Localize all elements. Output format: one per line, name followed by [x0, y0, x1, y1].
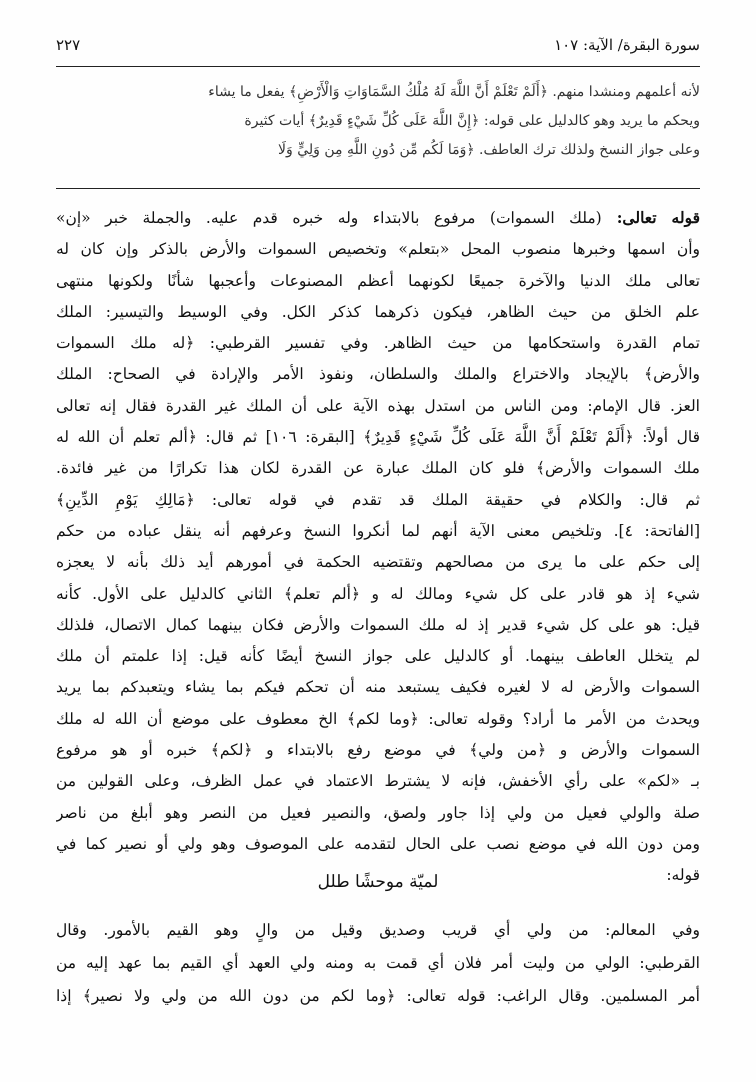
- body-line: [56, 359, 700, 390]
- quran-text-block: [56, 78, 700, 165]
- body-line-text: صلة والولي فعيل من ولي إذا جاور ولصق، والنصير فعيل من النصر وهو أبلغ من ناصر: [56, 803, 700, 822]
- page-number: ٢٢٧: [56, 36, 81, 54]
- body-line: [56, 328, 700, 359]
- body-line: [56, 672, 700, 703]
- header-divider: [56, 66, 700, 67]
- body-line-text: إلى حكم على ما يرى من مصالحهم وتقتضيه الحكمة في أمورهم أيد ذلك بأنه لا يعجزه: [56, 553, 700, 572]
- body-line-text: السموات والأرض له لا لغيره فكيف يستبعد منه أن تحكم فيكم بما يشاء ويتعبدكم بما يريد: [56, 678, 700, 697]
- body-line: [56, 829, 700, 860]
- poetry-verse: لميّة موحشًا طلل: [317, 872, 439, 892]
- body-line-text: علم الخلق من حيث الظاهر، فيكون ذكرهما كذكر الكل. وفي الوسيط والتيسير: الملك: [56, 302, 700, 321]
- body-line: [56, 735, 700, 766]
- body-line: [56, 641, 700, 672]
- body-line-text: قيل: هو على كل شيء قدير إذ له ملك السموات والأرض فكان بينهما كمال الاتصال، فلذلك: [56, 615, 700, 634]
- gloss-lead: قوله تعالى:: [601, 208, 700, 227]
- body-line: [56, 391, 700, 422]
- body-line: [56, 202, 700, 234]
- body-line: [56, 516, 700, 547]
- body-line: [56, 234, 700, 265]
- surah-reference: سورة البقرة/ الآية: ١٠٧: [554, 36, 700, 54]
- ayah-line: لأنه أعلمهم ومنشدا منهم. ﴿أَلَمْ تَعْلَمْ أَنَّ اللَّهَ لَهُ مُلْكُ السَّمَاوَاتِ وَالْأَرْضِ﴾ يفعل ما يشاء: [208, 84, 700, 100]
- body-line: [56, 547, 700, 578]
- body-line-text: ومن دون الله في موضع نصب على الحال لتقدمه على الموصوف وهو ولي أو نصير كما في: [56, 834, 700, 853]
- body-line: [56, 485, 700, 516]
- body-line: [56, 266, 700, 297]
- body-line: [56, 422, 700, 453]
- body-line-text: قوله:: [666, 866, 700, 885]
- page-header: [56, 36, 700, 54]
- body-line: [56, 297, 700, 328]
- body-line-text: السموات والأرض و ﴿من ولي﴾ في موضع رفع بالابتداء و ﴿لكم﴾ خبره أو هو مرفوع: [56, 741, 700, 760]
- body-line: أمر المسلمين. وقال الراغب: قوله تعالى: ﴿وما لكم من دون الله من ولي ولا نصير﴾ إذا: [56, 987, 700, 1005]
- body-line-text: ملك السموات والأرض﴾ فلو كان الملك عبارة عن القدرة لكان هذا تكرارًا من غير فائدة.: [56, 459, 700, 478]
- body-line: [56, 579, 700, 610]
- body-line-text: والأرض﴾ بالإيجاد والاختراع والملك والسلطان، ونفوذ الأمر والإرادة في الصحاح: الملك: [56, 365, 700, 384]
- body-line-text: [الفاتحة: ٤]. وتلخيص معنى الآية أنهم لما أنكروا النسخ وعرفهم أنه ينقل عباده من حكم: [56, 521, 700, 540]
- body-line: القرطبي: الولي من وليت أمر فلان أي قمت به ومنه ولي العهد أي القيم بما عهد إليه من: [56, 954, 700, 972]
- body-line: [56, 610, 700, 641]
- body-line-text: العز. قال الإمام: ومن الناس من استدل بهذه الآية على أن الملك غير القدرة فقال إنه تعالى: [56, 396, 700, 415]
- body-line-text: تمام القدرة واستحكامها من حيث الظاهر. وفي تفسير القرطبي: ﴿له ملك السموات: [56, 334, 700, 353]
- body-line: [56, 453, 700, 484]
- body-line-text: لم يتخلل العاطف بينهما. أو كالدليل على جواز النسخ أيضًا كأنه قيل: إذا علمتم أن ملك: [56, 647, 700, 666]
- ayah-line: ويحكم ما يريد وهو كالدليل على قوله: ﴿إِنَّ اللَّهَ عَلَى كُلِّ شَيْءٍ قَدِيرٌ﴾ أيات كثيرة: [244, 113, 700, 129]
- commentary-body: [56, 202, 700, 892]
- body-line-text: تعالى ملك الدنيا والآخرة جميعًا لكونهما أعظم المصنوعات وأعجبها شأنًا ولكونها منتهى: [56, 271, 700, 290]
- ayah-line: وعلى جواز النسخ ولذلك ترك العاطف. ﴿وَمَا لَكُم مِّن دُونِ اللَّهِ مِن وَلِيٍّ وَلَا: [278, 142, 700, 158]
- body-line: [56, 766, 700, 797]
- body-line: [56, 798, 700, 829]
- section-divider: [56, 188, 700, 189]
- body-line-text: بـ «لكم» على رأي الأخفش، فإنه لا يشترط الاعتماد في عمل الظرف، وعلى القولين من: [56, 772, 700, 791]
- body-line-text: قال أولاً: ﴿أَلَمْ تَعْلَمْ أَنَّ اللَّهَ عَلَى كُلِّ شَيْءٍ قَدِيرٌ﴾ [البقرة: ١٠٦] ثم قال: ﴿ألم تعلم أن الله له: [56, 428, 700, 447]
- body-line-text: (ملك السموات) مرفوع بالابتداء وله خبره قدم عليه. والجملة خبر «إن»: [56, 209, 602, 227]
- commentary-continuation: [56, 914, 700, 1013]
- body-line: [56, 704, 700, 735]
- body-line-text: وأن اسمها وخبرها منصوب المحل «بتعلم» وتخصيص السموات والأرض بالذكر وإن كان له: [56, 240, 700, 259]
- body-line-text: ويحدث من الأمر ما أراد؟ وقوله تعالى: ﴿وما لكم﴾ الخ معطوف على موضع أن الله له ملك: [56, 709, 700, 728]
- body-line: وفي المعالم: من ولي أي قريب وصديق وقيل من والٍ وهو القيم بالأمور. وقال: [56, 921, 700, 939]
- body-line-text: ثم قال: والكلام في حقيقة الملك قد تقدم في قوله تعالى: ﴿مَالِكِ يَوْمِ الدِّينِ﴾: [56, 490, 700, 509]
- body-line-text: شيء إذ هو قادر على كل شيء ومالك له و ﴿ألم تعلم﴾ الثاني كالدليل على الأول. كأنه: [56, 584, 700, 603]
